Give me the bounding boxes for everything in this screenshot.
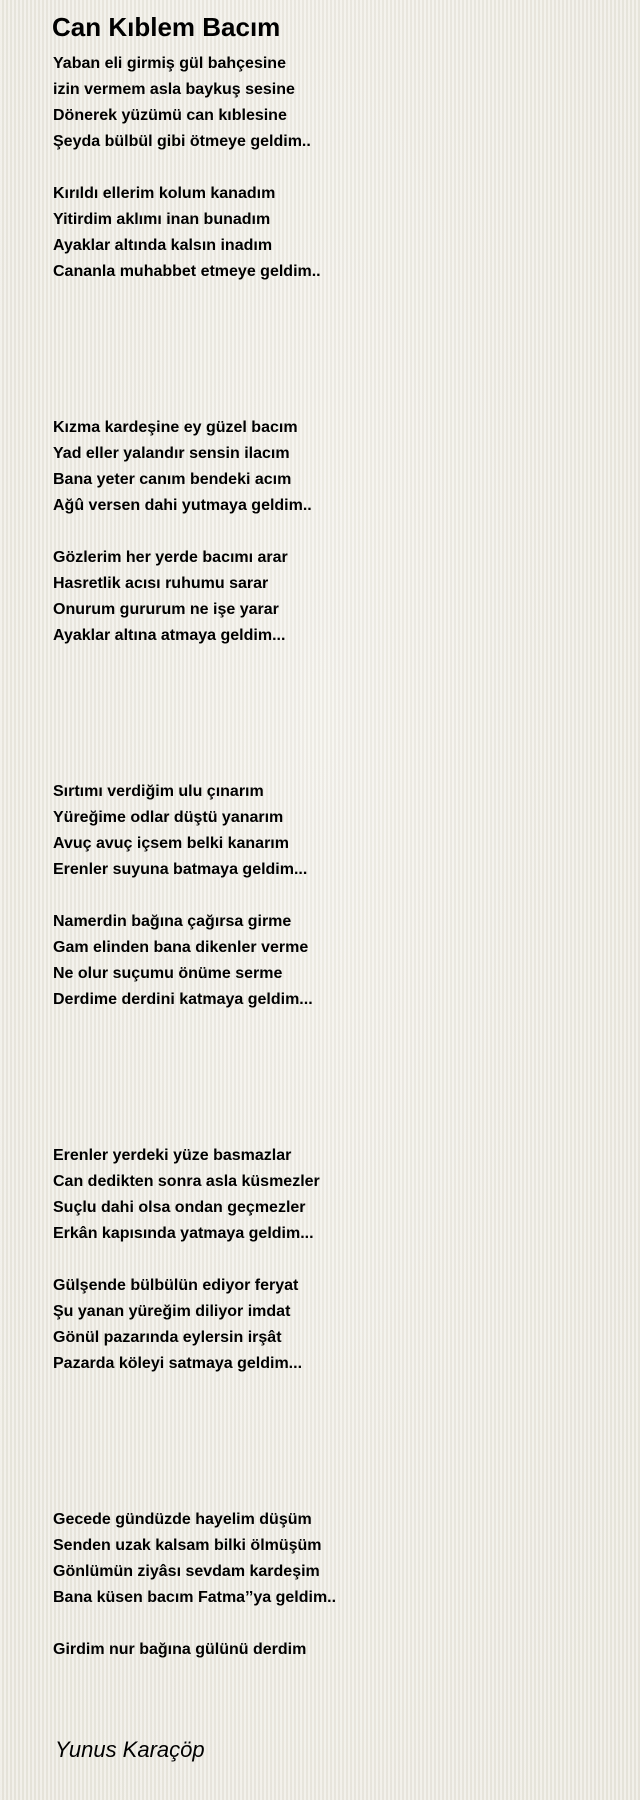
stanza — [53, 545, 613, 649]
poem-line: Derdime derdini katmaya geldim... — [53, 991, 313, 1008]
section-gap — [53, 1377, 613, 1507]
poem-line: Şu yanan yüreğim diliyor imdat — [53, 1303, 291, 1320]
stanza — [53, 1273, 613, 1377]
poem-line: Yaban eli girmiş gül bahçesine — [53, 55, 286, 72]
stanza-gap — [53, 1247, 613, 1273]
poem-line: Dönerek yüzümü can kıblesine — [53, 107, 287, 124]
stanza — [53, 415, 613, 519]
poem-line: Suçlu dahi olsa ondan geçmezler — [53, 1199, 306, 1216]
poem-line: Şeyda bülbül gibi ötmeye geldim.. — [53, 133, 311, 150]
poem-line: Avuç avuç içsem belki kanarım — [53, 835, 289, 852]
stanza-gap — [53, 155, 613, 181]
section-gap — [53, 649, 613, 779]
stanza-gap — [53, 883, 613, 909]
poem-line: Gecede gündüzde hayelim düşüm — [53, 1511, 312, 1528]
poem-line: Gözlerim her yerde bacımı arar — [53, 549, 288, 566]
poem-line: Sırtımı verdiğim ulu çınarım — [53, 783, 264, 800]
poem-line: Ayaklar altına atmaya geldim... — [53, 627, 286, 644]
stanza — [53, 1507, 613, 1611]
poem-line: Yad eller yalandır sensin ilacım — [53, 445, 290, 462]
stanza — [53, 909, 613, 1013]
stanza-gap — [53, 1611, 613, 1637]
poem-line: Ağû versen dahi yutmaya geldim.. — [53, 497, 312, 514]
poem-line: Cananla muhabbet etmeye geldim.. — [53, 263, 321, 280]
poem-line: Yitirdim aklımı inan bunadım — [53, 211, 271, 228]
stanza — [53, 1143, 613, 1247]
poem-line: Yüreğime odlar düştü yanarım — [53, 809, 284, 826]
poem-line: Gam elinden bana dikenler verme — [53, 939, 309, 956]
poem-line: Gönül pazarında eylersin irşât — [53, 1329, 282, 1346]
poem-title: Can Kıblem Bacım — [52, 12, 281, 42]
poem-line: Gülşende bülbülün ediyor feryat — [53, 1277, 299, 1294]
stanza — [53, 1637, 613, 1663]
poem-line: Kırıldı ellerim kolum kanadım — [53, 185, 276, 202]
stanza — [53, 181, 613, 285]
poem-line: Erkân kapısında yatmaya geldim... — [53, 1225, 314, 1242]
stanza — [53, 51, 613, 155]
poem-line: Bana küsen bacım Fatma’’ya geldim.. — [53, 1589, 337, 1606]
section-gap — [53, 1013, 613, 1143]
poem-line: Girdim nur bağına gülünü derdim — [53, 1641, 307, 1658]
section-gap — [53, 285, 613, 415]
poem-line: Can dedikten sonra asla küsmezler — [53, 1173, 320, 1190]
poem-line: Ne olur suçumu önüme serme — [53, 965, 283, 982]
poem-line: Pazarda köleyi satmaya geldim... — [53, 1355, 303, 1372]
poem-line: Onurum gururum ne işe yarar — [53, 601, 279, 618]
poem-line: Namerdin bağına çağırsa girme — [53, 913, 292, 930]
poem-line: izin vermem asla baykuş sesine — [53, 81, 295, 98]
poem-line: Hasretlik acısı ruhumu sarar — [53, 575, 269, 592]
poem-body — [53, 51, 613, 1663]
stanza — [53, 779, 613, 883]
poem-line: Senden uzak kalsam bilki ölmüşüm — [53, 1537, 322, 1554]
poem-author: Yunus Karaçöp — [55, 1737, 205, 1762]
poem-line: Ayaklar altında kalsın inadım — [53, 237, 273, 254]
poem-line: Kızma kardeşine ey güzel bacım — [53, 419, 298, 436]
poem-line: Gönlümün ziyâsı sevdam kardeşim — [53, 1563, 320, 1580]
stanza-gap — [53, 519, 613, 545]
poem-line: Erenler yerdeki yüze basmazlar — [53, 1147, 292, 1164]
poem-line: Bana yeter canım bendeki acım — [53, 471, 292, 488]
poem-line: Erenler suyuna batmaya geldim... — [53, 861, 308, 878]
